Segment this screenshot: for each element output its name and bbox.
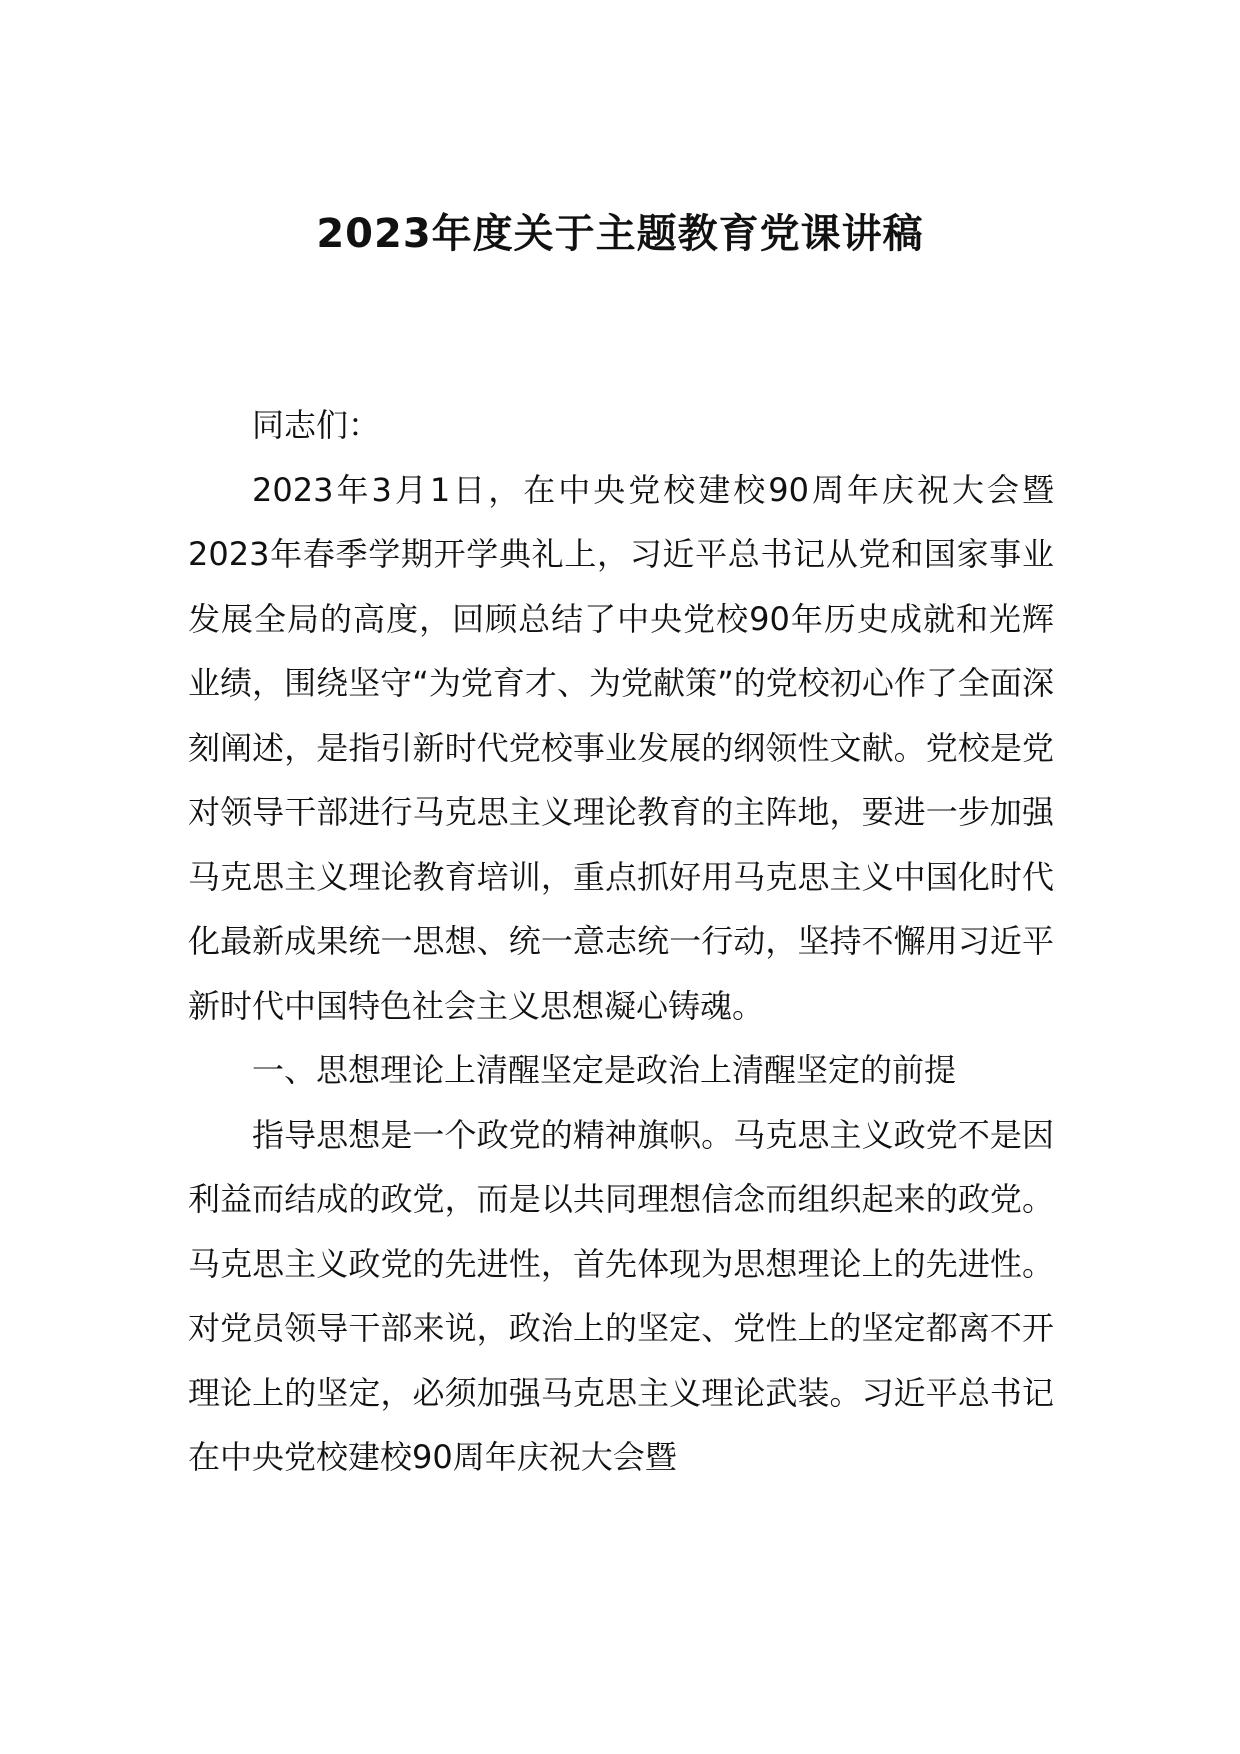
document-body bbox=[188, 393, 1054, 1490]
salutation: 同志们： bbox=[252, 406, 381, 444]
document-title: 2023年度关于主题教育党课讲稿 bbox=[316, 211, 924, 257]
paragraph-section-1: 指导思想是一个政党的精神旗帜。马克思主义政党不是因利益而结成的政党，而是以共同理想信念而组织起来的政党。马克思主义政党的先进性，首先体现为思想理论上的先进性。对党员领导干部来说，政治上的坚定、党性上的坚定都离不开理论上的坚定，必须加强马克思主义理论武装。习近平总书记在中央党校建校90周年庆祝大会暨 bbox=[188, 1115, 1054, 1476]
section-heading-1: 一、思想理论上清醒坚定是政治上清醒坚定的前提 bbox=[252, 1051, 957, 1089]
paragraph-intro: 2023年3月1日，在中央党校建校90周年庆祝大会暨2023年春季学期开学典礼上，习近平总书记从党和国家事业发展全局的高度，回顾总结了中央党校90年历史成就和光辉业绩，围绕坚守“为党育才、为党献策”的党校初心作了全面深刻阐述，是指引新时代党校事业发展的纲领性文献。党校是党对领导干部进行马克思主义理论教育的主阵地，要进一步加强马克思主义理论教育培训，重点抓好用马克思主义中国化时代化最新成果统一思想、统一意志统一行动，坚持不懈用习近平新时代中国特色社会主义思想凝心铸魂。 bbox=[188, 470, 1054, 1025]
